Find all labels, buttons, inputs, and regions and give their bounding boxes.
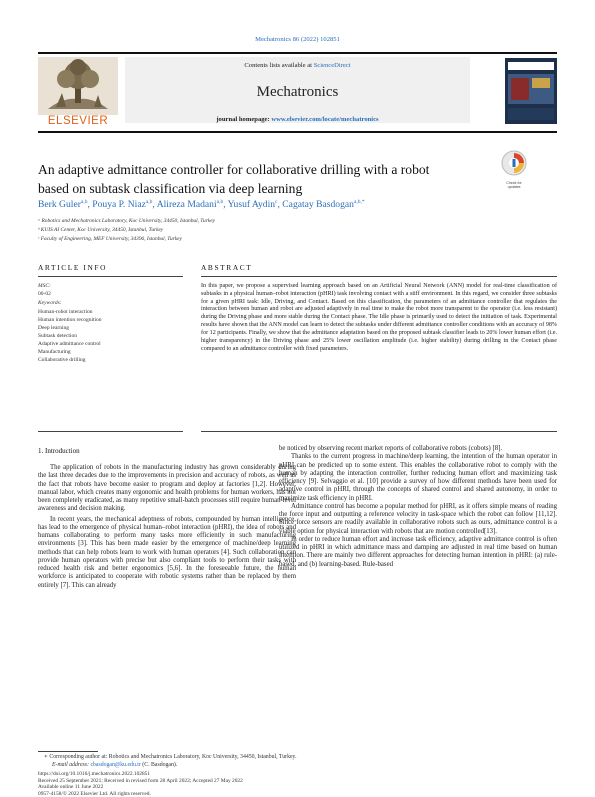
section-heading-introduction: 1. Introduction — [38, 447, 80, 455]
contents-prefix: Contents lists available at — [244, 62, 314, 69]
abstract-bottom-rule — [201, 431, 557, 432]
journal-homepage-line — [125, 116, 470, 123]
keyword-item: Deep learning — [38, 325, 69, 331]
doi-link[interactable]: https://doi.org/10.1016/j.mechatronics.2022.102851 — [38, 771, 151, 777]
keyword-item: Manufacturing — [38, 349, 71, 355]
header-bottom-rule — [38, 131, 557, 133]
keywords-label: Keywords: — [38, 300, 62, 306]
author-affiliation-mark[interactable]: a,b,* — [353, 199, 365, 205]
author-name[interactable]: Cagatay Basdogan — [282, 199, 354, 211]
elsevier-wordmark: ELSEVIER — [47, 115, 109, 127]
sciencedirect-link[interactable]: ScienceDirect — [313, 62, 351, 69]
email-suffix: (C. Basdogan). — [140, 762, 178, 768]
article-info-rule — [38, 276, 183, 277]
affiliation-a: ᵃ Robotics and Mechatronics Laboratory, Koc University, 34450, Istanbul, Turkey — [38, 218, 215, 224]
homepage-link[interactable]: www.elsevier.com/locate/mechatronics — [271, 116, 379, 123]
footnote-rule — [38, 751, 98, 752]
affiliation-b: ᵇ KUIS AI Center, Koc University, 34450, Istanbul, Turkey — [38, 227, 164, 233]
available-online-date: Available online 11 June 2022 — [38, 784, 104, 790]
body-paragraph: be noticed by observing recent market reports of collaborative robots (cobots) [8]. — [279, 445, 503, 452]
msc-code: 00-02 — [38, 291, 51, 297]
msc-label: MSC: — [38, 283, 51, 289]
keyword-item: Adaptive admittance control — [38, 341, 101, 347]
header-top-rule — [38, 52, 557, 54]
copyright-line: 0957-4158/© 2022 Elsevier Ltd. All rights reserved. — [38, 790, 151, 797]
author-name[interactable]: Alireza Madani — [156, 199, 217, 211]
email-label: E-mail address: — [52, 762, 91, 768]
journal-reference[interactable]: Mechatronics 86 (2022) 102851 — [255, 36, 340, 43]
paper-title-line-2: based on subtask classification via deep learning — [38, 181, 303, 196]
author-affiliation-mark[interactable]: a,b — [80, 199, 88, 205]
corresponding-author-note: ∗ Corresponding author at: Robotics and Mechatronics Laboratory, Koc University, 34450, Istanbul, Turkey. — [44, 754, 297, 760]
paper-title-line-1: An adaptive admittance controller for collaborative drilling with a robot — [38, 162, 430, 177]
abstract-heading: ABSTRACT — [201, 263, 253, 272]
paper-title — [38, 160, 478, 198]
check-for-updates-label: Check for updates — [506, 181, 522, 189]
author-name[interactable]: Yusuf Aydin — [227, 199, 276, 211]
body-paragraph: The application of robots in the manufacturing industry has grown considerably during the last three decades due to the improvements in precision and accuracy of robots, as well as the fact that robots have become easier to program and deploy at factories [1,2]. However, manual labor, which creates many ergonomic and health problems for human workers, has not been completely eradicated, as many repetitive small-batch processes still require human-level awareness and decision making. — [38, 464, 296, 513]
email-line — [52, 762, 177, 768]
author-name[interactable]: Berk Guler — [38, 199, 81, 211]
author-name[interactable]: Pouya P. Niaz — [92, 199, 146, 211]
abstract-body: In this paper, we propose a supervised learning approach based on an Artificial Neural Network (ANN) model for real-time classification of subtasks in a physical human–robot interaction (pHRI) task involving contact with a stiff environment. In this regard, we consider three subtasks for a given pHRI task: Idle, Driving, and Contact. Based on this classification, the parameters of an admittance controller that regulates the interaction between human and robot are adjusted adaptively in real time to make the robot more transparent to the operator (i.e. less resistant) during the Driving phase and more stable during the Contact phase. The Idle phase is primarily used to detect the initiation of task. Experimental results have shown that the ANN model can learn to detect the subtasks under different admittance controller conditions with an accuracy of 98% for 12 participants. Finally, we show that the admittance adaptation based on the proposed subtask classifier leads to 20% lower human effort (i.e. higher transparency) in the Driving phase and 25% lower oscillation amplitude (i.e. higher stability) during drilling in the Contact phase compared to an admittance controller with fixed parameters. — [201, 283, 557, 352]
keyword-item: Collaborative drilling — [38, 357, 86, 363]
article-info-heading: ARTICLE INFO — [38, 263, 108, 272]
check-for-updates-badge[interactable] — [501, 150, 527, 189]
body-paragraph: In order to reduce human effort and increase task efficiency, adaptive admittance control is often utilized in pHRI in which admittance mass and damping are adjusted in real time based on human intention. There are mainly two different approaches for detecting human intention in pHRI: (a) rule-based, and (b) learning-based. Rule-based — [279, 535, 557, 568]
body-right-column — [279, 445, 557, 569]
received-dates: Received 25 September 2021; Received in revised form 28 April 2022; Accepted 27 May 2022 — [38, 777, 243, 784]
abstract-rule — [201, 276, 557, 277]
author-list: Berk Guler$^{a,b}$, Pouya P. Niaz$^{a,b}$, Alireza Madani$^{a,b}$, Yusuf Aydin$^c$, Cagatay Basdogan$^{a,b,*}$ — [38, 199, 365, 211]
article-info-bottom-rule — [38, 431, 183, 432]
author-affiliation-mark[interactable]: a,b — [216, 199, 224, 205]
author-affiliation-mark[interactable]: a,b — [145, 199, 153, 205]
affiliation-c: ᶜ Faculty of Engineering, MEF University, 34396, Istanbul, Turkey — [38, 236, 182, 242]
keyword-item: Human-robot interaction — [38, 309, 93, 315]
keyword-item: Human intention recognition — [38, 317, 102, 323]
body-left-column — [38, 464, 296, 590]
body-paragraph: Thanks to the current progress in machine/deep learning, the intention of the human operator in pHRI can be predicted up to some extent. This enables the collaborative robot to comply with the human by adapting the interaction controller, further reducing human effort and maximizing task efficiency [9]. Selvaggio et al. [10] provide a survey of how different methods have been used for adaptive control in pHRI, through the concepts of shared control and shared autonomy, in order to maximize task efficiency in pHRI. — [279, 453, 557, 502]
homepage-prefix: journal homepage: — [216, 116, 272, 123]
keyword-item: Subtask detection — [38, 333, 77, 339]
body-paragraph: Admittance control has become a popular method for pHRI, as it offers simple means of reading the force input and outputting a reference velocity in task-space which the robot can follow [11,12]. Since force sensors are readily available in collaborative robots such as ours, admittance control is a viable option for physical interaction with robots that are motion controlled[13]. — [279, 502, 557, 535]
email-link[interactable]: cbasdogan@ku.edu.tr — [90, 762, 141, 768]
body-paragraph: In recent years, the mechanical adeptness of robots, compounded by human intelligence, has lead to the emergence of physical human–robot interaction (pHRI), the idea of robots and humans collaborating to perform many tasks more efficiently in such manufacturing environments [3]. This has been made easier by the emergence of machine/deep learning methods that can help robots learn to work with human operators [4]. Such collaboration can provide human operators with precise but also compliant tools to perform their tasks with reduced health risk and better ergonomics [5,6]. In the foreseeable future, the human workforce is anticipated to cooperate with robotic systems rather than be replaced by them entirely [7]. This can already — [38, 515, 296, 589]
journal-cover-thumbnail[interactable] — [505, 58, 557, 124]
author-affiliation-mark[interactable]: c — [275, 199, 278, 205]
contents-available-line — [125, 62, 470, 69]
journal-title: Mechatronics — [256, 84, 339, 100]
